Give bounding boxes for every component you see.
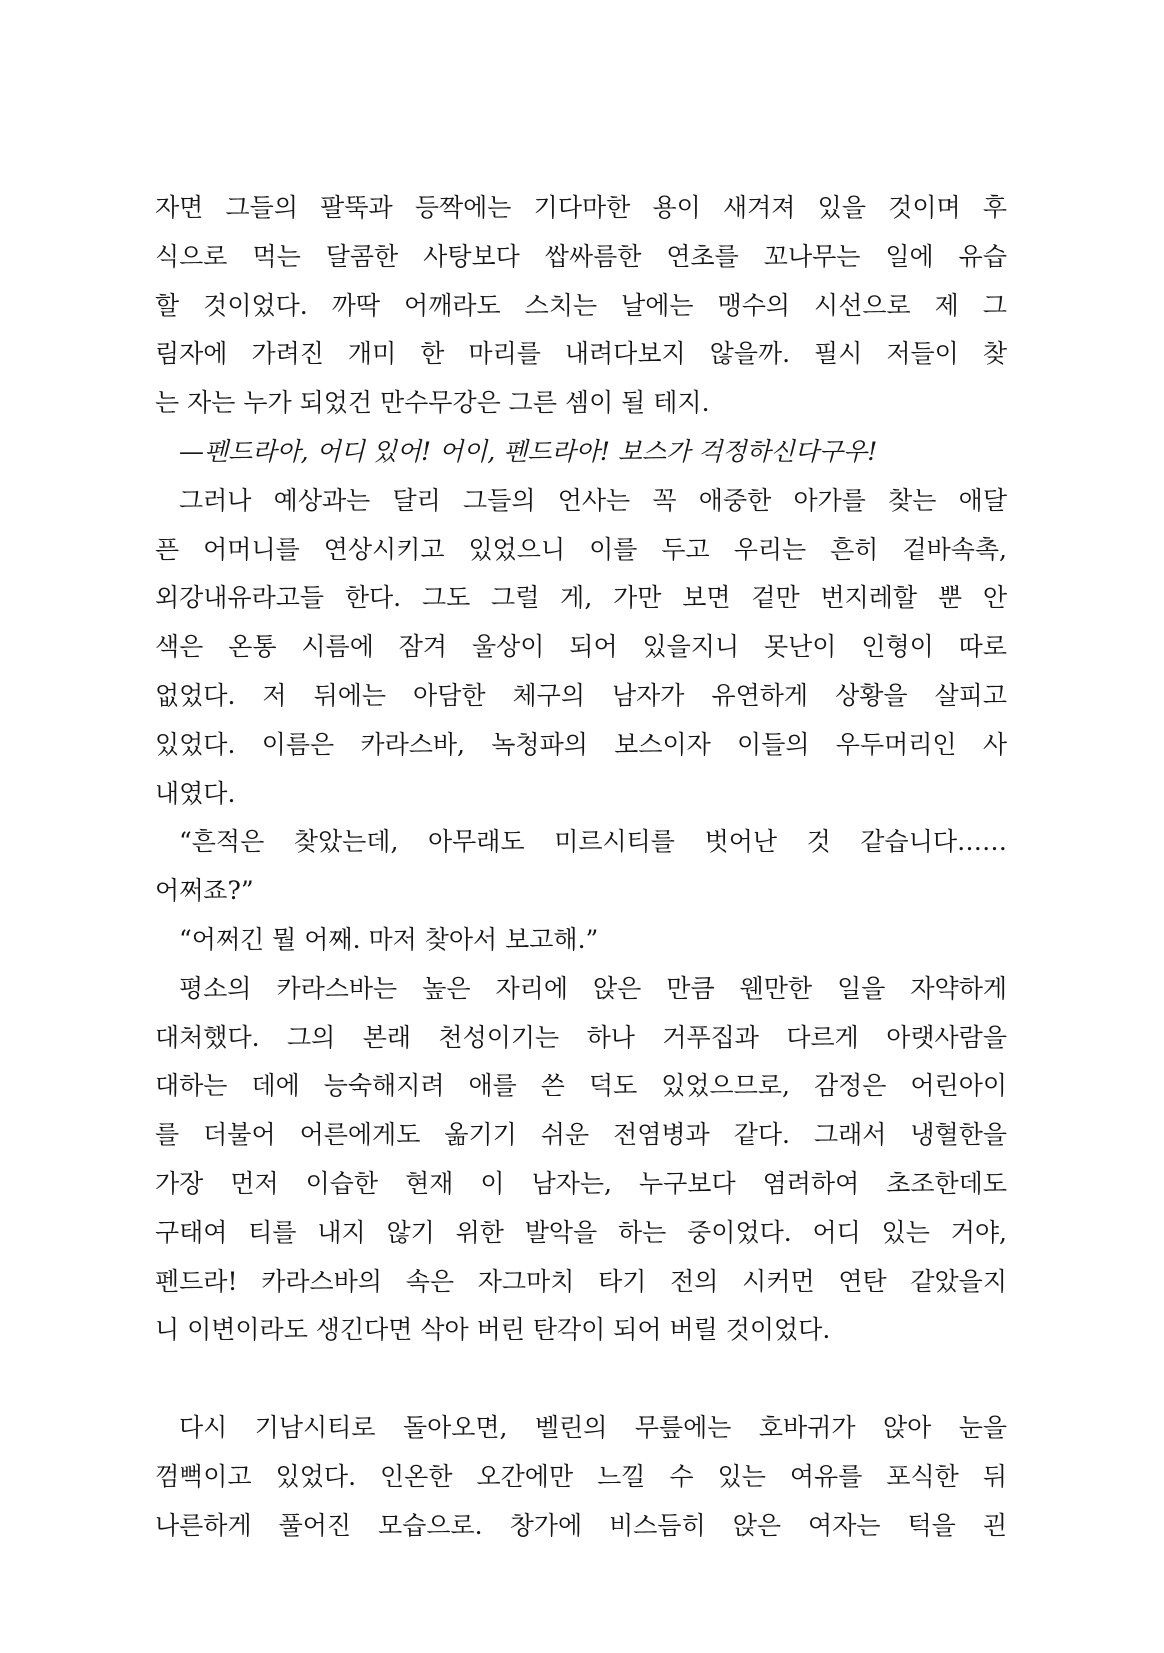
text-line: 픈 어머니를 연상시키고 있었으니 이를 두고 우리는 흔히 겉바속촉, <box>155 534 1007 564</box>
text-line: 를 더불어 어른에게도 옮기기 쉬운 전염병과 같다. 그래서 냉혈한을 <box>155 1120 1007 1150</box>
text-line: 가장 먼저 이습한 현재 이 남자는, 누구보다 염려하여 초조한데도 <box>155 1168 1007 1198</box>
text-line: 껌뻑이고 있었다. 인온한 오간에만 느낄 수 있는 여유를 포식한 뒤 <box>155 1461 1007 1491</box>
text-line: 색은 온통 시름에 잠겨 울상이 되어 있을지니 못난이 인형이 따로 <box>155 632 1007 662</box>
text-line: 나른하게 풀어진 모습으로. 창가에 비스듬히 앉은 여자는 턱을 괸 <box>155 1510 1007 1540</box>
scene-break <box>155 1355 1007 1404</box>
paragraph-dialogue-1 <box>155 818 1007 916</box>
paragraph-narration-2 <box>155 477 1007 819</box>
text-line: 니 이변이라도 생긴다면 삭아 버린 탄각이 되어 버릴 것이었다. <box>155 1315 831 1345</box>
text-line: —펜드라아, 어디 있어! 어이, 펜드라아! 보스가 걱정하신다구우! <box>179 436 878 466</box>
text-line: 어쩌죠?” <box>155 876 254 906</box>
text-line: 그러나 예상과는 달리 그들의 언사는 꼭 애중한 아가를 찾는 애달 <box>179 485 1007 515</box>
text-line: 림자에 가려진 개미 한 마리를 내려다보지 않을까. 필시 저들이 찾 <box>155 339 1007 369</box>
text-line: 펜드라! 카라스바의 속은 자그마치 타기 전의 시커먼 연탄 같았을지 <box>155 1266 1007 1296</box>
text-line: 외강내유라고들 한다. 그도 그럴 게, 가만 보면 겉만 번지레할 뿐 안 <box>155 583 1007 613</box>
text-line: 자면 그들의 팔뚝과 등짝에는 기다마한 용이 새겨져 있을 것이며 후 <box>155 193 1007 222</box>
body-text <box>155 184 1007 1550</box>
text-line: “흔적은 찾았는데, 아무래도 미르시티를 벗어난 것 같습니다…… <box>179 827 1007 857</box>
text-line: “어쩌긴 뭘 어째. 마저 찾아서 보고해.” <box>179 924 599 954</box>
text-line: 있었다. 이름은 카라스바, 녹청파의 보스이자 이들의 우두머리인 사 <box>155 729 1007 759</box>
text-line: 할 것이었다. 까딱 어깨라도 스치는 날에는 맹수의 시선으로 제 그 <box>155 290 1007 320</box>
text-line: 다시 기남시티로 돌아오면, 벨린의 무릎에는 호바귀가 앉아 눈을 <box>179 1412 1007 1442</box>
text-line: 구태여 티를 내지 않기 위한 발악을 하는 중이었다. 어디 있는 거야, <box>155 1217 1007 1247</box>
text-line: 대하는 데에 능숙해지려 애를 쓴 덕도 있었으므로, 감정은 어린아이 <box>155 1071 1007 1101</box>
text-line: 내였다. <box>155 778 236 808</box>
text-line: 없었다. 저 뒤에는 아담한 체구의 남자가 유연하게 상황을 살피고 <box>155 680 1007 710</box>
text-line: 평소의 카라스바는 높은 자리에 앉은 만큼 웬만한 일을 자약하게 <box>179 973 1007 1003</box>
text-line: 대처했다. 그의 본래 천성이기는 하나 거푸집과 다르게 아랫사람을 <box>155 1022 1007 1052</box>
paragraph-dialogue-2 <box>155 916 1007 965</box>
text-line: 는 자는 누가 되었건 만수무강은 그른 셈이 될 테지. <box>155 388 710 418</box>
paragraph-italic-shout <box>155 428 1007 477</box>
paragraph-narration-1 <box>155 184 1007 428</box>
paragraph-narration-4 <box>155 1404 1007 1550</box>
text-line: 식으로 먹는 달콤한 사탕보다 쌉싸름한 연초를 꼬나무는 일에 유습 <box>155 241 1007 271</box>
paragraph-narration-3 <box>155 965 1007 1355</box>
